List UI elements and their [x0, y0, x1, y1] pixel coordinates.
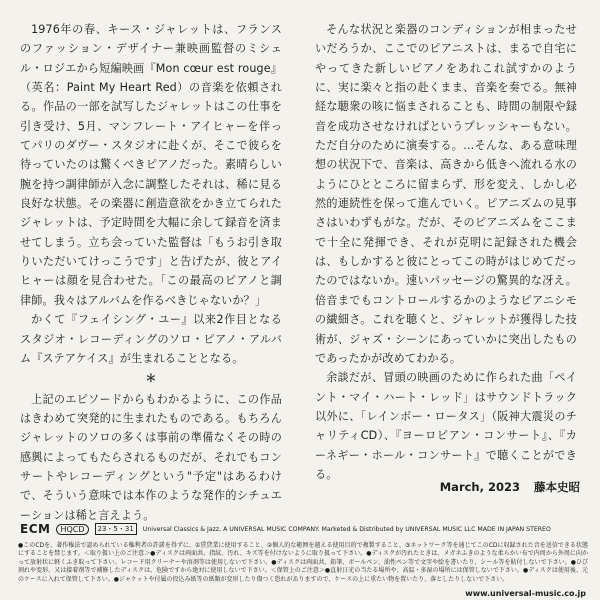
website-url: www.universal-music.co.jp — [465, 589, 586, 598]
handling-notes: ●このCDを、著作権法で認められている権利者の許諾を得ずに、①賃貸業に使用すること、②個人的な範囲を越える使用目的で複製すること、③ネットワーク等を通じてこのCDに収録された音を送信できる状態にすることを禁じます。＜取り扱い上のご注意＞●ディスクは両面共、指紋、汚れ、キズ等を付けないように取り扱って下さい。●ディスクが汚れたときは、メガネふきのような柔らかい布で内周から外周に向かって放射状に軽くふき取って下さい。レコード用クリーナーや溶剤等は使用しないで下さい。●ディスクは両面共、鉛筆、ボールペン、油性ペン等で文字や絵を書いたり、シール等を貼付しないで下さい。●ひび割れや変形、又は接着剤等で補修したディスクは、危険ですから絶対に使用しないで下さい。＜保管上のご注意＞●直射日光の当たる場所や、高温・多湿の場所には保管しないで下さい。●ディスクは使用後、元のケースに入れて保管して下さい。●ジャケットや付属の投込み紙等の紙類が変形したり傷つく恐れがありますので、ケースの上に重たい物を置いたり、落としたりしないで下さい。 — [18, 542, 588, 583]
hq-cd-mark — [56, 524, 88, 535]
hq-label: HQ — [60, 524, 73, 534]
left-paragraph-3: 上記のエピソードからもわかるように、この作品はきわめて突発的に生まれたものである。もちろんジャレットのソロの多くは事前の準備なくその時の感興によってもたらされるものだが、それでもコンサートやレコーディングという"予定"はあるわけで、そういう意味では本作のような発作的シチュエーションは稀と言えよう。 — [20, 392, 282, 522]
signature — [355, 479, 580, 495]
credit-bar — [20, 520, 585, 538]
signature-date: March, 2023 — [439, 480, 520, 494]
right-paragraph-1: そんな状況と楽器のコンディションが相まったせいだろうか、ここでのピアニストは、まるで自宅にやってきた新しいピアノをあれこれ試すかのように、実に楽々と指の赴くまま、音楽を奏でる。無神経な聴衆の咳に悩まされることも、時間の制限や録音を成功させなければというプレッシャーもない。ただ自分のために演奏する。…そんな、ある意味理想の状況下で、音楽は、高きから低きへ流れる水のようにひとところに留まらず、形を変え、しかし必然的連続性を保って進んでいく。ピアニズムの見事さはいわずもがな。だが、そのピアニズムをここまで十全に発揮でき、それが克明に記録された機会は、もしかすると彼にとってこの時がはじめてだったのではないか。速いパッセージの驚異的な冴え。倍音までもコントロールするかのようなピアニシモの繊細さ。これを聴くと、ジャレットが獲得した技術が、ジャズ・シーンにあっていかに突出したものであったかが改めてわかる。 — [315, 23, 577, 365]
left-paragraph-1: 1976年の春、キース・ジャレットは、フランスのファッション・デザイナー兼映画監督のミシェル・ロジエから短編映画『Mon cœur est rouge』（英名：Paint My Heart Red）の音楽を依頼される。作品の一部を試写したジャレットはこの仕事を引き受け、5月、マンフレート・アイヒャーを伴ってパリのダヴー・スタジオに赴くが、そこで彼らを待っていたのは驚くべきピアノだった。素晴らしい腕を持つ調律師が入念に調整したそれは、稀に見る良好な状態。その楽器に創造意欲をかき立てられたジャレットは、予定時間を大幅に余して録音を済ませてしまう。立ち会っていた監督は「もうお引き取りいただいてけっこうです」と告げたが、彼とアイヒャーは顔を見合わせた。「この最高のピアノと調律師。我々はアルバムを作るべきじゃないか？」 — [20, 23, 282, 307]
release-date-code: 23・5・31 — [95, 523, 137, 535]
right-paragraph-2: 余談だが、冒頭の映画のために作られた曲「ペイント・マイ・ハート・レッド」はサウンドトラック以外に、「レインボー・ロータス」（阪神大震災のチャリティCD）、『ヨーロピアン・コンサート』、『カーネギー・ホール・コンサート』で聴くことができる。 — [315, 371, 577, 481]
cd-label: CD — [72, 524, 85, 534]
company-line: Universal Classics & Jazz, A UNIVERSAL MUSIC COMPANY. Marketed & Distributed by UNIVERSAL MUSIC LLC MADE IN JAPAN STEREO — [142, 525, 551, 533]
right-column — [315, 20, 577, 484]
left-column — [20, 20, 282, 525]
signature-author: 藤本史昭 — [534, 480, 580, 494]
section-separator: ＊ — [145, 372, 157, 386]
ecm-logo: ECM — [20, 522, 51, 536]
left-paragraph-2: かくて『フェイシング・ユー』以来2作目となるスタジオ・レコーディングのソロ・ピアノ・アルバム『ステアケイス』が生まれることとなる。 — [20, 313, 282, 365]
